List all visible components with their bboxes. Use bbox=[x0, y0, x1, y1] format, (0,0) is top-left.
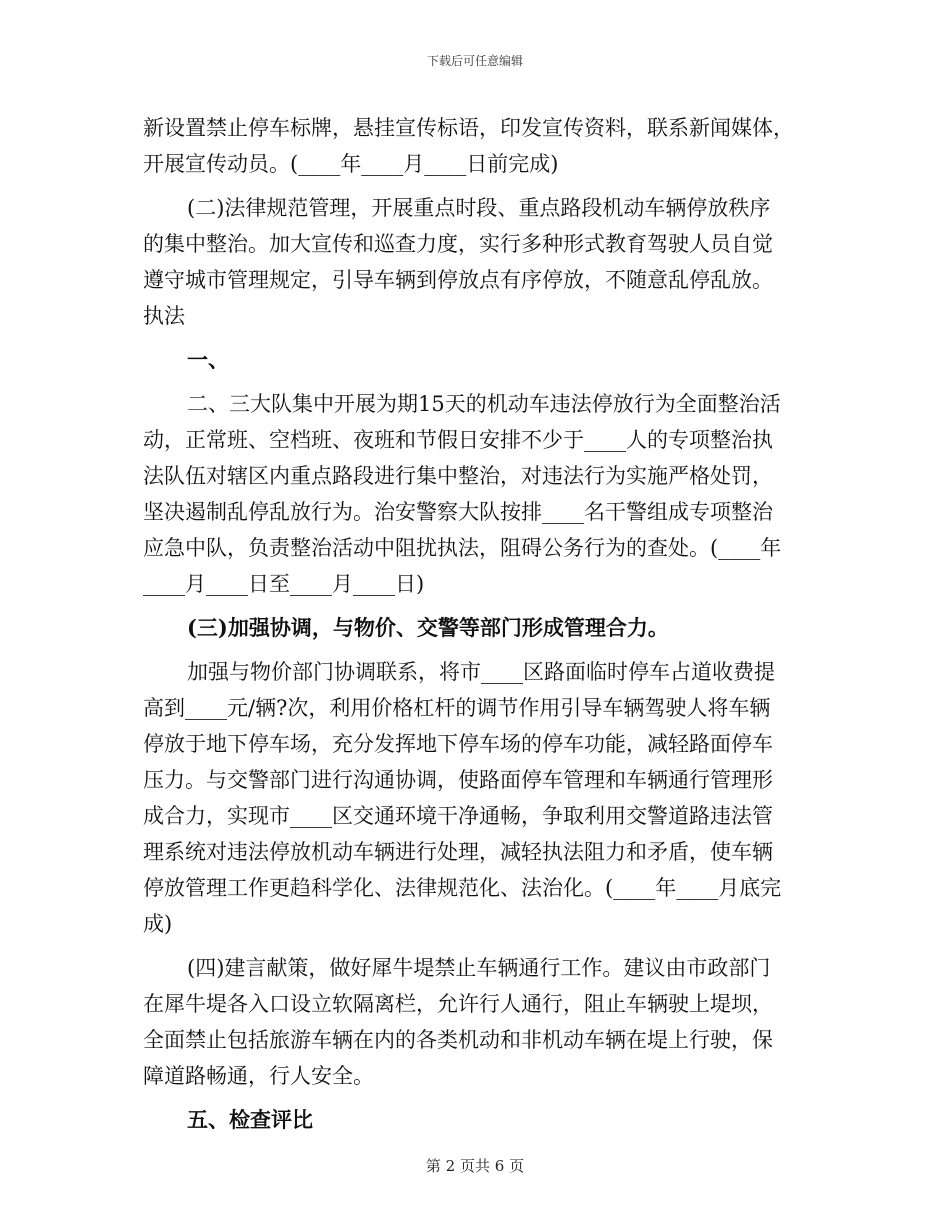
paragraph-line: 加强与物价部门协调联系，将市____区路面临时停车占道收费提 bbox=[187, 660, 775, 684]
paragraph-line: 高到____元/辆?次，利用价格杠杆的调节作用引导车辆驾驶人将车辆 bbox=[143, 696, 771, 720]
paragraph-line: 成) bbox=[143, 912, 173, 936]
paragraph-line: 动，正常班、空档班、夜班和节假日安排不少于____人的专项整治执 bbox=[143, 428, 773, 452]
paragraph-line: (四)建言献策，做好犀牛堤禁止车辆通行工作。建议由市政部门 bbox=[187, 956, 771, 980]
paragraph-line: 执法 bbox=[143, 304, 185, 328]
paragraph-line: 新设置禁止停车标牌，悬挂宣传标语，印发宣传资料，联系新闻媒体， bbox=[143, 116, 794, 140]
paragraph-line: 法队伍对辖区内重点路段进行集中整治，对违法行为实施严格处罚， bbox=[143, 464, 773, 488]
paragraph-line: 遵守城市管理规定，引导车辆到停放点有序停放，不随意乱停乱放。 bbox=[143, 268, 773, 292]
page-footer: 第 2 页共 6 页 bbox=[425, 1157, 525, 1175]
section-heading-line: 五、检查评比 bbox=[187, 1107, 313, 1132]
paragraph-line: 二、三大队集中开展为期15天的机动车违法停放行为全面整治活 bbox=[187, 392, 781, 416]
paragraph-line: 理系统对违法停放机动车辆进行处理，减轻执法阻力和矛盾，使车辆 bbox=[143, 840, 773, 864]
paragraph-line: 成合力，实现市____区交通环境干净通畅，争取利用交警道路违法管 bbox=[143, 804, 773, 828]
paragraph-line: 应急中队，负责整治活动中阻扰执法，阻碍公务行为的查处。(____年 bbox=[143, 536, 782, 560]
paragraph-line: 停放管理工作更趋科学化、法律规范化、法治化。(____年____月底完 bbox=[143, 876, 782, 900]
page-header: 下载后可任意编辑 bbox=[426, 54, 523, 68]
paragraph-line: 停放于地下停车场，充分发挥地下停车场的停车功能，减轻路面停车 bbox=[143, 732, 773, 756]
paragraph-line: 开展宣传动员。(____年____月____日前完成) bbox=[143, 152, 559, 176]
section-heading-line: 一、 bbox=[187, 347, 229, 372]
paragraph-line: 在犀牛堤各入口设立软隔离栏，允许行人通行，阻止车辆驶上堤坝， bbox=[143, 992, 773, 1016]
paragraph-line: (二)法律规范管理，开展重点时段、重点路段机动车辆停放秩序 bbox=[187, 196, 771, 220]
section-heading-line: (三)加强协调，与物价、交警等部门形成管理合力。 bbox=[187, 615, 669, 640]
paragraph-line: 压力。与交警部门进行沟通协调，使路面停车管理和车辆通行管理形 bbox=[143, 768, 773, 792]
paragraph-line: 坚决遏制乱停乱放行为。治安警察大队按排____名干警组成专项整治 bbox=[143, 500, 773, 524]
paragraph-line: 的集中整治。加大宣传和巡查力度，实行多种形式教育驾驶人员自觉 bbox=[143, 232, 773, 256]
document-body bbox=[143, 110, 809, 1138]
paragraph-line: 全面禁止包括旅游车辆在内的各类机动和非机动车辆在堤上行驶，保 bbox=[143, 1028, 773, 1052]
paragraph-line: ____月____日至____月____日) bbox=[143, 572, 425, 596]
paragraph-line: 障道路畅通，行人安全。 bbox=[143, 1064, 374, 1088]
